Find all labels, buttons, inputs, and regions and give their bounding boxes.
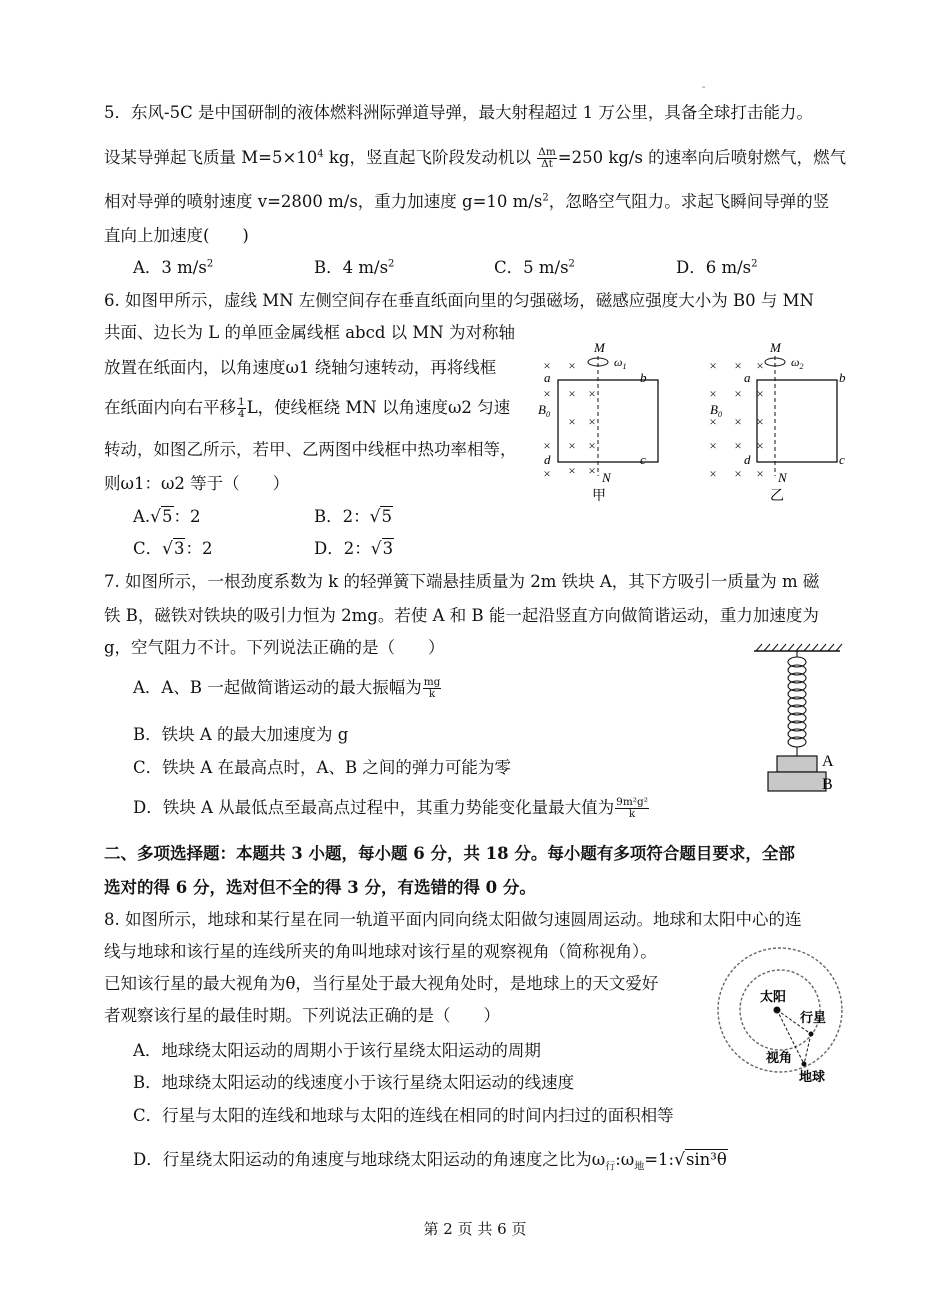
svg-text:×: × xyxy=(568,386,576,401)
q7-option-d: D．铁块 A 从最低点至最高点过程中，其重力势能变化量最大值为 $\frac{\text{9m²g²}}{k}$ xyxy=(133,796,648,820)
svg-text:×: × xyxy=(568,463,576,478)
svg-text:×: × xyxy=(709,466,717,481)
frame-abcd xyxy=(757,380,837,462)
svg-text:×: × xyxy=(756,438,764,453)
block-a xyxy=(777,756,817,772)
caption-jia: 甲 xyxy=(592,489,606,504)
svg-text:×: × xyxy=(734,358,742,373)
q6-fraction: $\frac{1}{4}$ xyxy=(238,396,245,420)
q7-option-c: C．铁块 A 在最高点时，A、B 之间的弹力可能为零 xyxy=(133,758,511,777)
q6-line2: 共面、边长为 L 的单匝金属线框 abcd 以 MN 为对称轴 xyxy=(104,323,515,342)
label-b: b xyxy=(640,370,647,385)
q5-fraction: $\frac{\Delta m}{\Delta t}$ xyxy=(538,146,556,170)
q7-line3: g，空气阻力不计。下列说法正确的是（ ） xyxy=(104,638,445,657)
magnetic-field-figure-jia xyxy=(530,336,665,506)
q5-option-d: D．6 $m/s^2$ xyxy=(676,258,758,277)
q5-option-a: A．3 $m/s^2$ xyxy=(133,258,214,277)
header-mark: - xyxy=(702,82,706,93)
page-footer: 第 2 页 共 6 页 xyxy=(423,1220,527,1238)
svg-text:×: × xyxy=(568,358,576,373)
label-n: N xyxy=(778,470,787,485)
svg-text:×: × xyxy=(588,463,596,478)
q8-line2: 线与地球和该行星的连线所夹的角叫地球对该行星的观察视角（简称视角）。 xyxy=(104,942,657,961)
svg-text:×: × xyxy=(588,386,596,401)
svg-text:×: × xyxy=(756,386,764,401)
label-planet: 行星 xyxy=(800,1011,827,1026)
svg-text:×: × xyxy=(588,438,596,453)
svg-text:×: × xyxy=(756,414,764,429)
svg-text:×: × xyxy=(568,414,576,429)
svg-text:×: × xyxy=(568,438,576,453)
svg-text:×: × xyxy=(709,358,717,373)
label-a: a xyxy=(544,370,551,385)
q8-option-b: B．地球绕太阳运动的线速度小于该行星绕太阳运动的线速度 xyxy=(133,1073,575,1092)
label-angle: 视角 xyxy=(766,1051,793,1066)
spring-coil xyxy=(788,651,806,756)
magnetic-field-figure-yi xyxy=(700,336,860,506)
q6-line4: 在纸面内向右平移 $\frac{1}{4}$ L，使线框绕 MN 以角速度ω2 匀速 xyxy=(104,396,511,420)
label-b0: $B_0$ xyxy=(538,402,550,419)
q8-line1: 8. 如图所示，地球和某行星在同一轨道平面内同向绕太阳做匀速圆周运动。地球和太阳中心的连 xyxy=(104,910,802,929)
label-sun: 太阳 xyxy=(760,990,787,1005)
q5-line2: 设某导弹起飞质量 $M=5\times 10^4$ kg，竖直起飞阶段发动机以 $\frac{\Delta m}{\Delta t}$ =250 kg/s 的速率向后喷射燃气，燃气 xyxy=(104,146,847,170)
section2-heading-line1: 二、多项选择题：本题共 3 小题，每小题 6 分，共 18 分。每小题有多项符合题目要求，全部 xyxy=(104,844,795,863)
label-b0: $B_0$ xyxy=(710,402,722,419)
q6-line1: 6. 如图甲所示，虚线 MN 左侧空间存在垂直纸面向里的匀强磁场，磁感应强度大小为 B0 与 MN xyxy=(104,291,814,310)
label-c: c xyxy=(640,452,646,467)
svg-text:×: × xyxy=(734,386,742,401)
block-b xyxy=(768,772,826,791)
q7-line1: 7. 如图所示，一根劲度系数为 k 的轻弹簧下端悬挂质量为 2m 铁块 A，其下方吸引一质量为 m 磁 xyxy=(104,572,820,591)
label-d: d xyxy=(744,452,751,467)
q5-option-b: B．4 $m/s^2$ xyxy=(314,258,395,277)
q7-option-a: A．A、B 一起做简谐运动的最大振幅为 $\frac{mg}{k}$ xyxy=(133,676,441,700)
caption-yi: 乙 xyxy=(770,489,784,504)
label-m: M xyxy=(770,340,781,355)
label-omega: $\omega_1$ xyxy=(614,355,627,371)
q6-line3: 放置在纸面内，以角速度ω1 绕轴匀速转动，再将线框 xyxy=(104,358,497,377)
q8-option-c: C．行星与太阳的连线和地球与太阳的连线在相同的时间内扫过的面积相等 xyxy=(133,1106,674,1125)
svg-text:×: × xyxy=(756,358,764,373)
label-m: M xyxy=(594,340,605,355)
q6-option-d: D．2：√3 xyxy=(314,539,394,559)
svg-text:×: × xyxy=(543,358,551,373)
spring-figure xyxy=(750,642,850,794)
label-a: a xyxy=(744,370,751,385)
label-n: N xyxy=(602,470,611,485)
svg-text:×: × xyxy=(543,386,551,401)
q5-line3: 相对导弹的喷射速度 v=2800 m/s，重力加速度 g=10 $m/s^2$，忽略空气阻力。求起飞瞬间导弹的竖 xyxy=(104,192,830,211)
label-earth: 地球 xyxy=(799,1070,826,1085)
svg-text:×: × xyxy=(543,466,551,481)
orbit-figure xyxy=(710,938,860,1090)
q8-option-a: A．地球绕太阳运动的周期小于该行星绕太阳运动的周期 xyxy=(133,1041,541,1060)
q8-option-d: D．行星绕太阳运动的角速度与地球绕太阳运动的角速度之比为$\omega_行:\omega_地=1:√\sin^3\theta$ xyxy=(133,1150,727,1173)
label-block-a: A xyxy=(822,753,834,770)
svg-text:×: × xyxy=(734,466,742,481)
label-c: c xyxy=(839,452,845,467)
q8-line3: 已知该行星的最大视角为θ，当行星处于最大视角处时，是地球上的天文爱好 xyxy=(104,974,659,993)
q5-line1: 5．东风-5C 是中国研制的液体燃料洲际弹道导弹，最大射程超过 1 万公里，具备全球打击能力。 xyxy=(104,103,813,122)
svg-text:×: × xyxy=(709,438,717,453)
ceiling-hatch xyxy=(756,644,842,651)
label-omega: $\omega_2$ xyxy=(791,355,804,371)
q6-option-b: B．2：√5 xyxy=(314,507,392,527)
label-d: d xyxy=(544,452,551,467)
q6-line5: 转动，如图乙所示，若甲、乙两图中线框中热功率相等， xyxy=(104,440,517,459)
q5-line4: 直向上加速度( ) xyxy=(104,226,249,245)
svg-text:×: × xyxy=(734,414,742,429)
q7-option-b: B．铁块 A 的最大加速度为 g xyxy=(133,725,349,744)
q7-line2: 铁 B，磁铁对铁块的吸引力恒为 2mg。若使 A 和 B 能一起沿竖直方向做简谐运动，重力加速度为 xyxy=(104,606,819,625)
q8-line4: 者观察该行星的最佳时期。下列说法正确的是（ ） xyxy=(104,1006,500,1025)
label-block-b: B xyxy=(822,776,833,793)
svg-text:×: × xyxy=(543,438,551,453)
label-b: b xyxy=(839,370,846,385)
svg-text:×: × xyxy=(709,414,717,429)
svg-text:×: × xyxy=(588,414,596,429)
q6-option-a: A.√5：2 xyxy=(133,507,201,527)
svg-text:×: × xyxy=(734,438,742,453)
svg-text:×: × xyxy=(756,466,764,481)
svg-text:×: × xyxy=(709,386,717,401)
q5-option-c: C．5 $m/s^2$ xyxy=(494,258,575,277)
q6-line6: 则ω1：ω2 等于（ ） xyxy=(104,474,290,493)
section2-heading-line2: 选对的得 6 分，选对但不全的得 3 分，有选错的得 0 分。 xyxy=(104,878,536,897)
q6-option-c: C．√3：2 xyxy=(133,539,213,559)
